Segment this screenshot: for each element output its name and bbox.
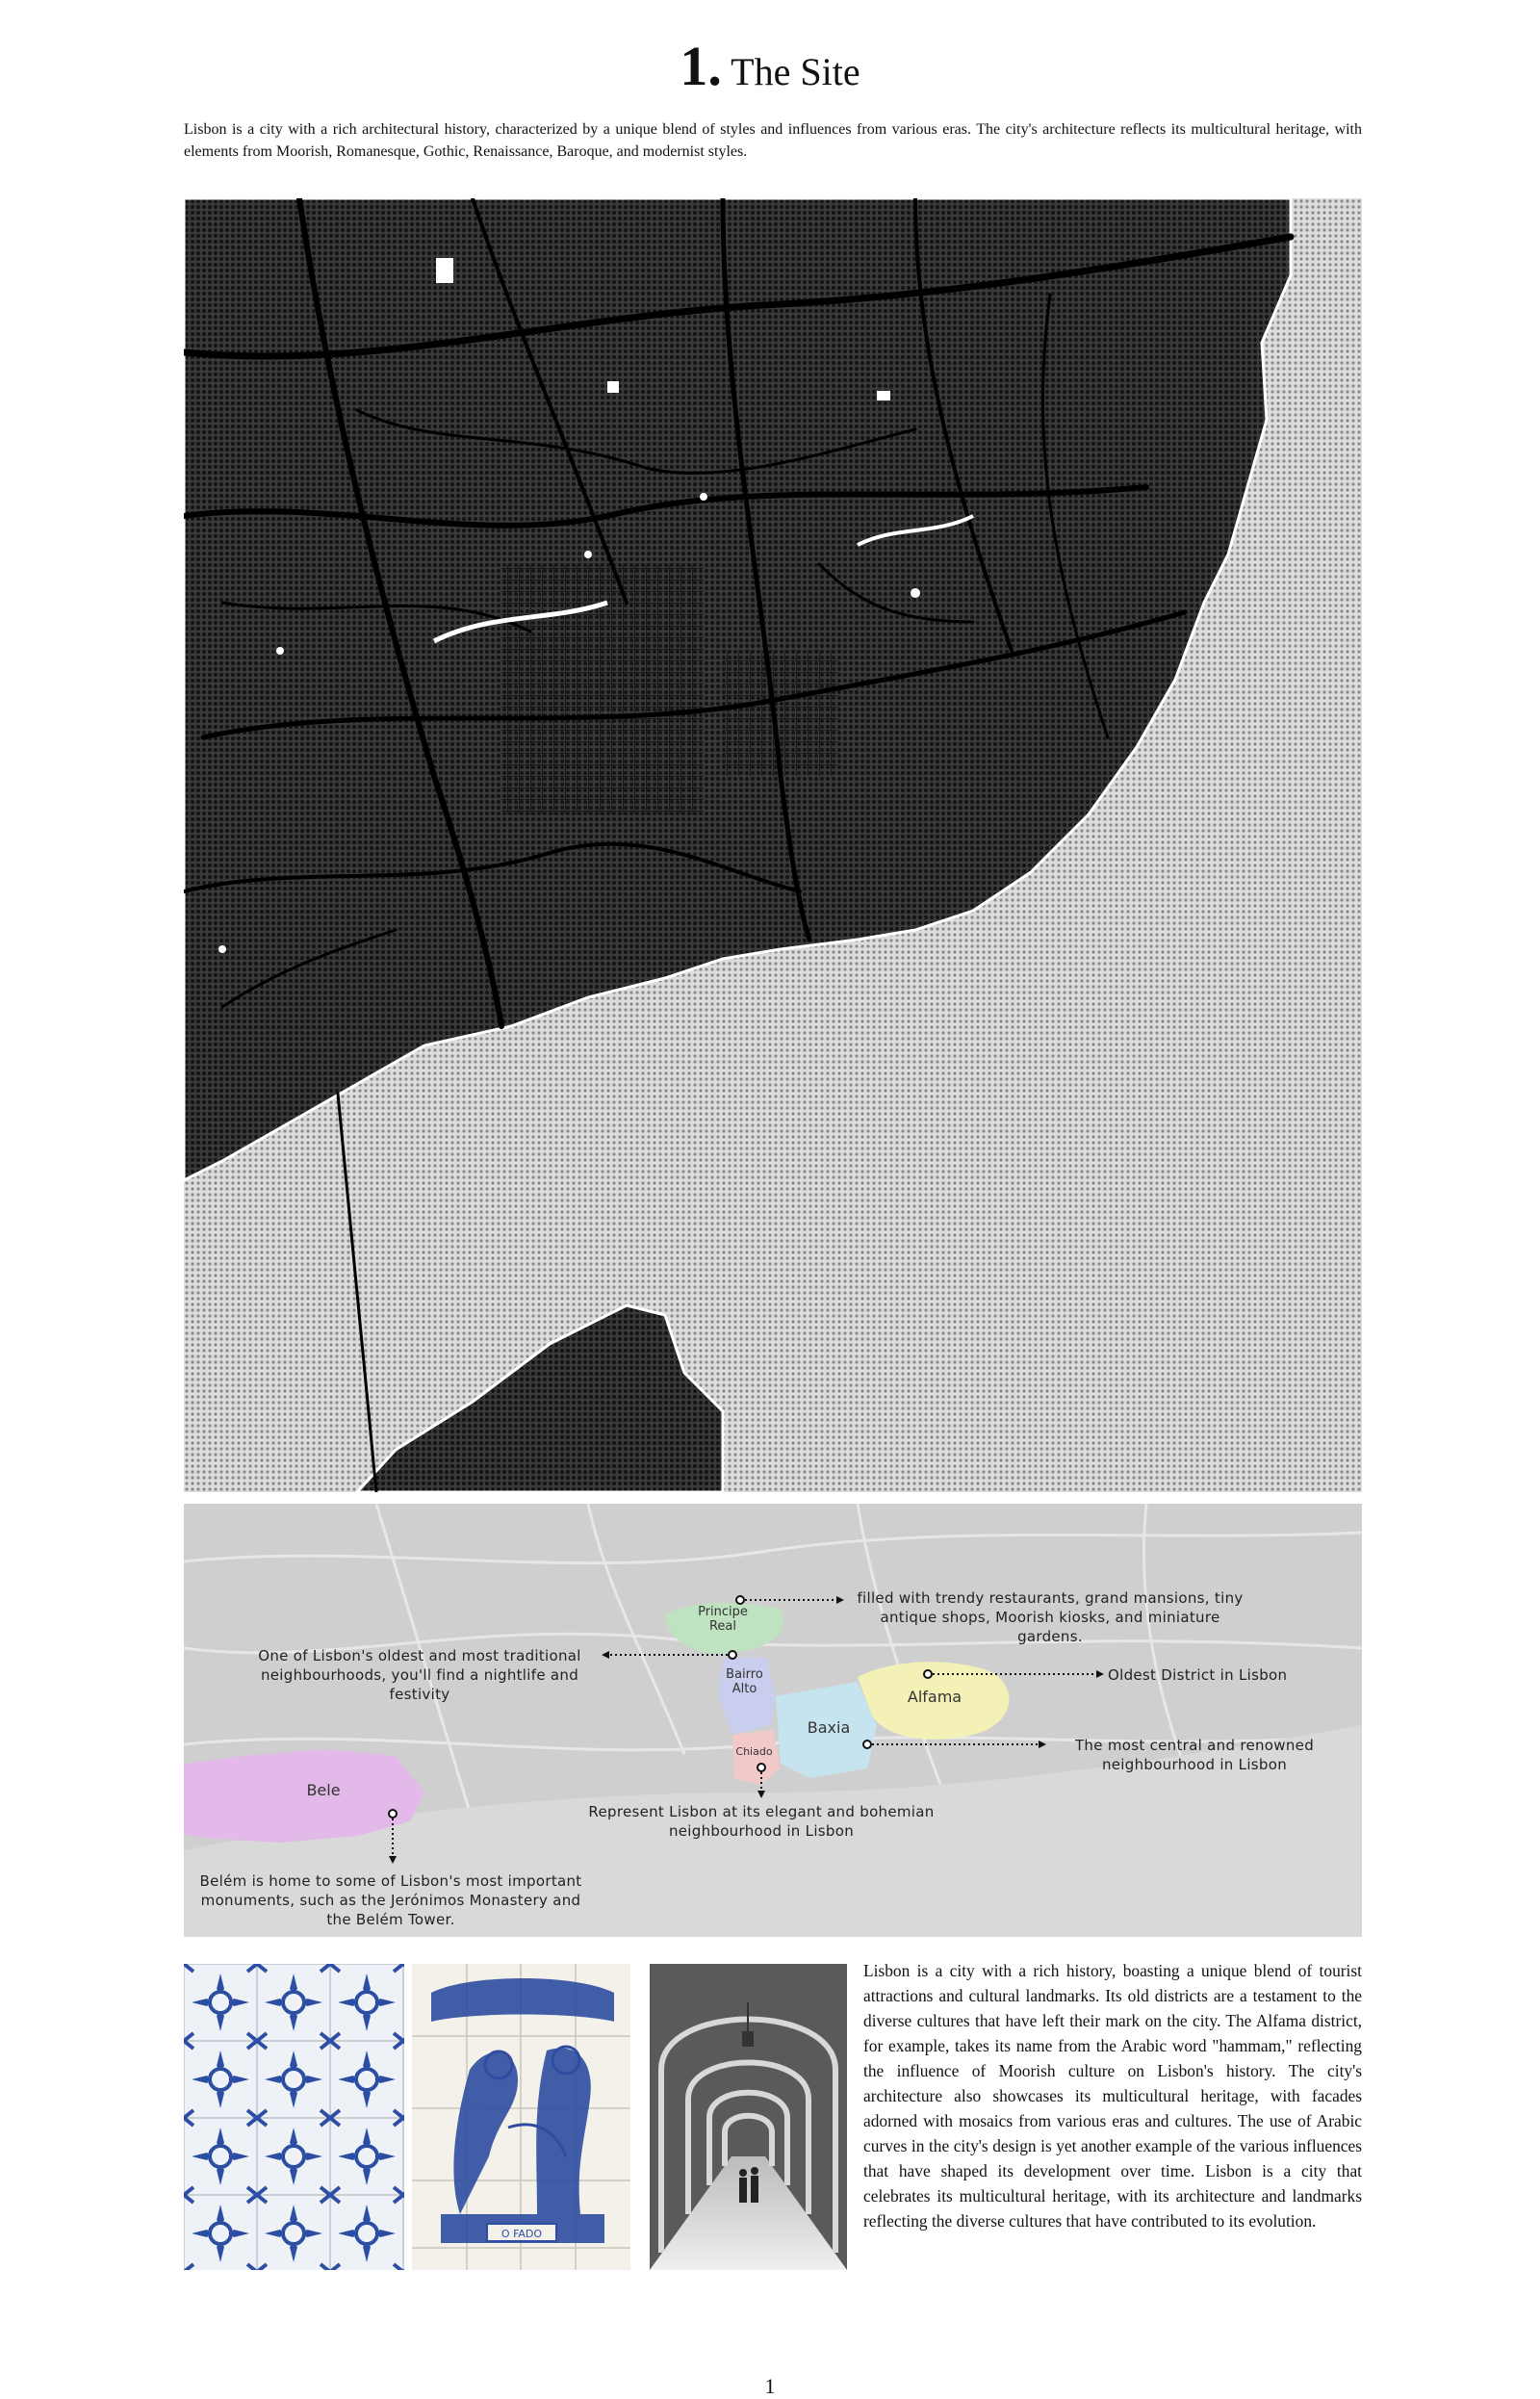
district-label-bairro-alto: Bairro Alto (726, 1667, 763, 1696)
district-label-chiado: Chiado (735, 1745, 773, 1758)
annotation-baxia: The most central and renowned neighbourhood in Lisbon (1074, 1737, 1315, 1773)
annotation-principe-real: filled with trendy restaurants, grand mansions, tiny antique shops, Moorish kiosks, and miniature gardens. (857, 1589, 1244, 1645)
intro-paragraph: Lisbon is a city with a rich architectural history, characterized by a unique blend of styles and influences from various eras. The city's architecture reflects its multicultural heritage, with elements from Moorish, Romanesque, Gothic, Renaissance, Baroque, and modernist styles. (184, 121, 1362, 160)
district-label-principe-real: Principe Real (698, 1605, 748, 1634)
lisbon-halftone-map (184, 198, 1362, 1492)
body-paragraph: Lisbon is a city with a rich history, boasting a unique blend of tourist attractions and cultural landmarks. Its old districts are a testament to the diverse cultures that have left their mark on the city. The Alfama district, for example, takes its name from the Arabic word "hammam," reflecting the influence of Moorish culture on Lisbon's history. The city's architecture also showcases its multicultural heritage, with facades adorned with mosaics from various eras and cultures. The use of Arabic curves in the city's design is yet another example of the various influences that have shaped its development over time. Lisbon is a city that celebrates its multicultural heritage, with its architecture and landmarks reflecting the diverse cultures that have contributed to its evolution. (863, 1961, 1362, 2231)
district-label-baxia: Baxia (807, 1718, 851, 1737)
page-number: 1 (764, 2374, 776, 2398)
tile-caption: O FADO (500, 2228, 543, 2240)
annotation-chiado: Represent Lisbon at its elegant and bohemian neighbourhood in Lisbon (588, 1803, 935, 1840)
section-number: 1. (680, 35, 722, 97)
arcade-corridor-photo (650, 1964, 847, 2270)
district-label-alfama: Alfama (907, 1688, 962, 1706)
annotation-bairro-alto: One of Lisbon's oldest and most traditional neighbourhoods, you'll find a nightlife and festivity (258, 1647, 581, 1703)
fado-azulejo-panel-photo (412, 1964, 630, 2270)
district-label-belem: Bele (306, 1781, 341, 1799)
district-map (184, 1504, 1362, 1937)
azulejo-tiles-photo (184, 1964, 404, 2270)
annotation-belem: Belém is home to some of Lisbon's most important monuments, such as the Jerónimos Monastery and the Belém Tower. (199, 1872, 582, 1928)
map-graphic (184, 198, 1362, 1492)
annotation-alfama: Oldest District in Lisbon (1108, 1666, 1288, 1684)
section-title: The Site (731, 50, 860, 93)
page-title (0, 35, 1540, 97)
